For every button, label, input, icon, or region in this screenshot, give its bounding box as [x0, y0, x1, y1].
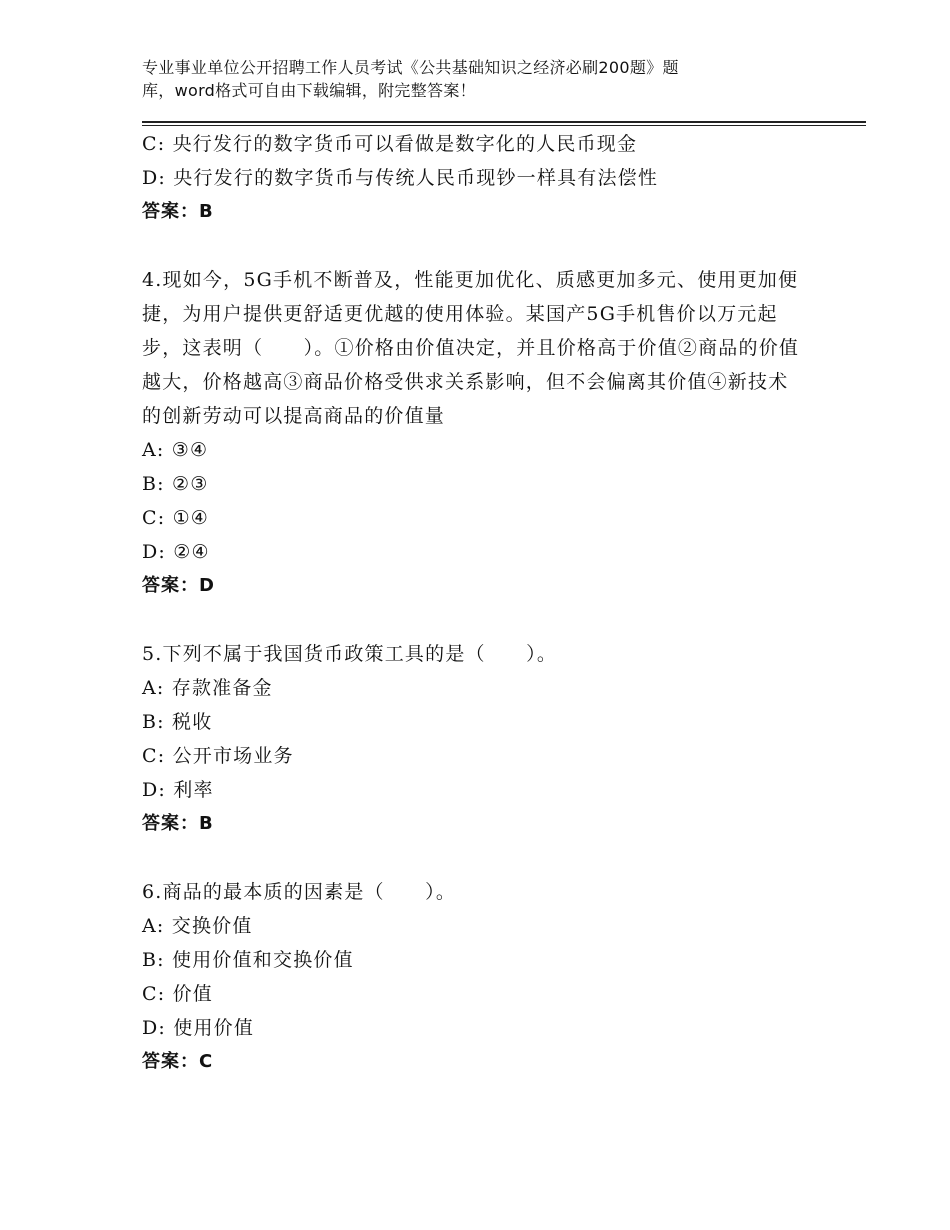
question-4 [142, 263, 802, 603]
spacer [142, 841, 802, 875]
document-header [142, 56, 782, 102]
question-stem: 6.商品的最本质的因素是（ ）。 [142, 881, 457, 903]
question-stem: 5.下列不属于我国货币政策工具的是（ ）。 [142, 643, 558, 665]
answer: 答案：B [142, 201, 214, 222]
spacer [142, 229, 802, 263]
question-5 [142, 637, 802, 841]
question-6 [142, 875, 802, 1079]
option-a: A: ③④ [142, 439, 209, 461]
spacer [142, 603, 802, 637]
header-title-line-2: 库，word格式可自由下载编辑，附完整答案！ [142, 81, 476, 100]
answer: 答案：B [142, 813, 214, 834]
answer: 答案：D [142, 575, 215, 596]
option-d: D: 利率 [142, 779, 214, 801]
document-body [142, 127, 802, 1079]
option-d: D: 使用价值 [142, 1017, 255, 1039]
header-title-line-1: 专业事业单位公开招聘工作人员考试《公共基础知识之经济必刷200题》题 [142, 58, 679, 77]
option-d: D: ②④ [142, 541, 210, 563]
option-a: A: 存款准备金 [142, 677, 273, 699]
option-c: C: 央行发行的数字货币可以看做是数字化的人民币现金 [142, 133, 638, 155]
option-c: C: 价值 [142, 983, 213, 1005]
answer: 答案：C [142, 1051, 214, 1072]
option-b: B: 使用价值和交换价值 [142, 949, 354, 971]
option-c: C: 公开市场业务 [142, 745, 294, 767]
option-c: C: ①④ [142, 507, 210, 529]
option-d: D: 央行发行的数字货币与传统人民币现钞一样具有法偿性 [142, 167, 659, 189]
question-stem: 4.现如今，5G手机不断普及，性能更加优化、质感更加多元、使用更加便捷，为用户提供更舒适更优越的使用体验。某国产5G手机售价以万元起步，这表明（ ）。①价格由价值决定，并且价格高于价值②商品的价值越大，价格越高③商品价格受供求关系影响，但不会偏离其价值④新技术的创新劳动可以提高商品的价值量 [142, 269, 800, 427]
option-b: B: 税收 [142, 711, 213, 733]
option-a: A: 交换价值 [142, 915, 253, 937]
option-b: B: ②③ [142, 473, 209, 495]
question-3-tail [142, 127, 802, 229]
header-divider [142, 121, 866, 126]
